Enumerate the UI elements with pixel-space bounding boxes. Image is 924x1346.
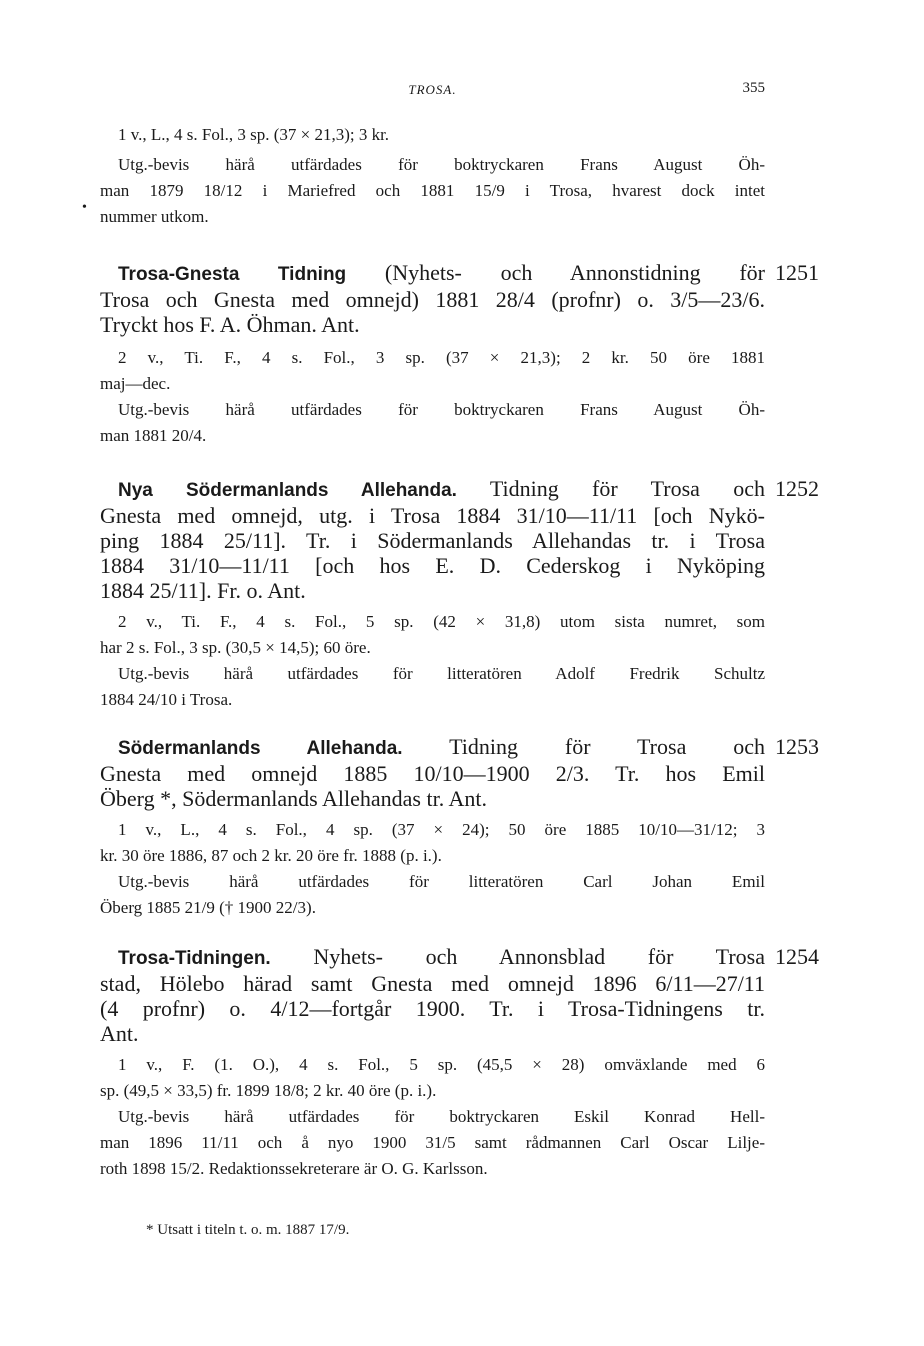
entry-number-1252: 1252 — [775, 476, 819, 501]
entry-line: nummer utkom. — [100, 207, 209, 226]
entry-line: Utg.-bevis härå utfärdades för litteratören Adolf Fredrik Schultz — [118, 664, 765, 683]
entry-line: 2 v., Ti. F., 4 s. Fol., 5 sp. (42 × 31,8) utom sista numret, som — [118, 612, 765, 631]
entry-line: Tryckt hos F. A. Öhman. Ant. — [100, 312, 360, 337]
entry-line: Gnesta med omnejd, utg. i Trosa 1884 31/10—11/11 [och Nykö- — [100, 503, 765, 528]
entry-title-line: Trosa-Tidningen. Nyhets- och Annonsblad för Trosa — [118, 944, 765, 969]
entry-line: Gnesta med omnejd 1885 10/10—1900 2/3. Tr. hos Emil — [100, 761, 765, 786]
page-header — [100, 78, 765, 102]
entry-line: man 1881 20/4. — [100, 426, 207, 445]
entry-line: 1 v., F. (1. O.), 4 s. Fol., 5 sp. (45,5 × 28) omväxlande med 6 — [118, 1055, 765, 1074]
footnote: * Utsatt i titeln t. o. m. 1887 17/9. — [146, 1222, 350, 1238]
entry-line: roth 1898 15/2. Redaktionssekreterare är O. G. Karlsson. — [100, 1159, 488, 1178]
entry-line: man 1879 18/12 i Mariefred och 1881 15/9 i Trosa, hvarest dock intet — [100, 181, 765, 200]
margin-bullet: • — [82, 200, 87, 215]
entry-line: Öberg 1885 21/9 († 1900 22/3). — [100, 898, 316, 917]
entry-line: Utg.-bevis härå utfärdades för boktryckaren Frans August Öh- — [118, 400, 765, 419]
entry-line: (4 profnr) o. 4/12—fortgår 1900. Tr. i Trosa-Tidningens tr. — [100, 996, 765, 1021]
entry-line: 1 v., L., 4 s. Fol., 4 sp. (37 × 24); 50 öre 1885 10/10—31/12; 3 — [118, 820, 765, 839]
entry-continuation — [100, 122, 765, 230]
entry-line: ping 1884 25/11]. Tr. i Södermanlands Allehandas tr. i Trosa — [100, 528, 765, 553]
running-title: TROSA. — [408, 82, 457, 97]
entry-line: maj—dec. — [100, 374, 171, 393]
entry-line: 1884 31/10—11/11 [och hos E. D. Cederskog i Nyköping — [100, 553, 765, 578]
entry-line: har 2 s. Fol., 3 sp. (30,5 × 14,5); 60 öre. — [100, 638, 371, 657]
entry-line: Utg.-bevis härå utfärdades för litteratören Carl Johan Emil — [118, 872, 765, 891]
entry-line: 1884 25/11]. Fr. o. Ant. — [100, 578, 306, 603]
entry-title-line: Trosa-Gnesta Tidning (Nyhets- och Annonstidning för — [118, 260, 765, 285]
entry-1253 — [100, 734, 765, 921]
entry-number-1251: 1251 — [775, 260, 819, 285]
entry-line: 1884 24/10 i Trosa. — [100, 690, 233, 709]
entry-line: Trosa och Gnesta med omnejd) 1881 28/4 (profnr) o. 3/5—23/6. — [100, 287, 765, 312]
entry-line: man 1896 11/11 och å nyo 1900 31/5 samt rådmannen Carl Oscar Lilje- — [100, 1133, 765, 1152]
entry-1252 — [100, 476, 765, 713]
entry-line: Utg.-bevis härå utfärdades för boktryckaren Frans August Öh- — [118, 155, 765, 174]
entry-title-line: Södermanlands Allehanda. Tidning för Trosa och — [118, 734, 765, 759]
entry-line: 2 v., Ti. F., 4 s. Fol., 3 sp. (37 × 21,3); 2 kr. 50 öre 1881 — [118, 348, 765, 367]
entry-title-line: Nya Södermanlands Allehanda. Tidning för Trosa och — [118, 476, 765, 501]
entry-number-1253: 1253 — [775, 734, 819, 759]
entry-line: Utg.-bevis härå utfärdades för boktryckaren Eskil Konrad Hell- — [118, 1107, 765, 1126]
entry-number-1254: 1254 — [775, 944, 819, 969]
entry-line: sp. (49,5 × 33,5) fr. 1899 18/8; 2 kr. 40 öre (p. i.). — [100, 1081, 437, 1100]
entry-line: Ant. — [100, 1021, 139, 1046]
entry-line: kr. 30 öre 1886, 87 och 2 kr. 20 öre fr. 1888 (p. i.). — [100, 846, 442, 865]
entry-line: Öberg *, Södermanlands Allehandas tr. Ant. — [100, 786, 487, 811]
page-number: 355 — [742, 80, 765, 96]
entry-line: stad, Hölebo härad samt Gnesta med omnejd 1896 6/11—27/11 — [100, 971, 765, 996]
entry-line: 1 v., L., 4 s. Fol., 3 sp. (37 × 21,3); 3 kr. — [118, 125, 390, 144]
entry-1251 — [100, 260, 765, 449]
entry-1254 — [100, 944, 765, 1182]
